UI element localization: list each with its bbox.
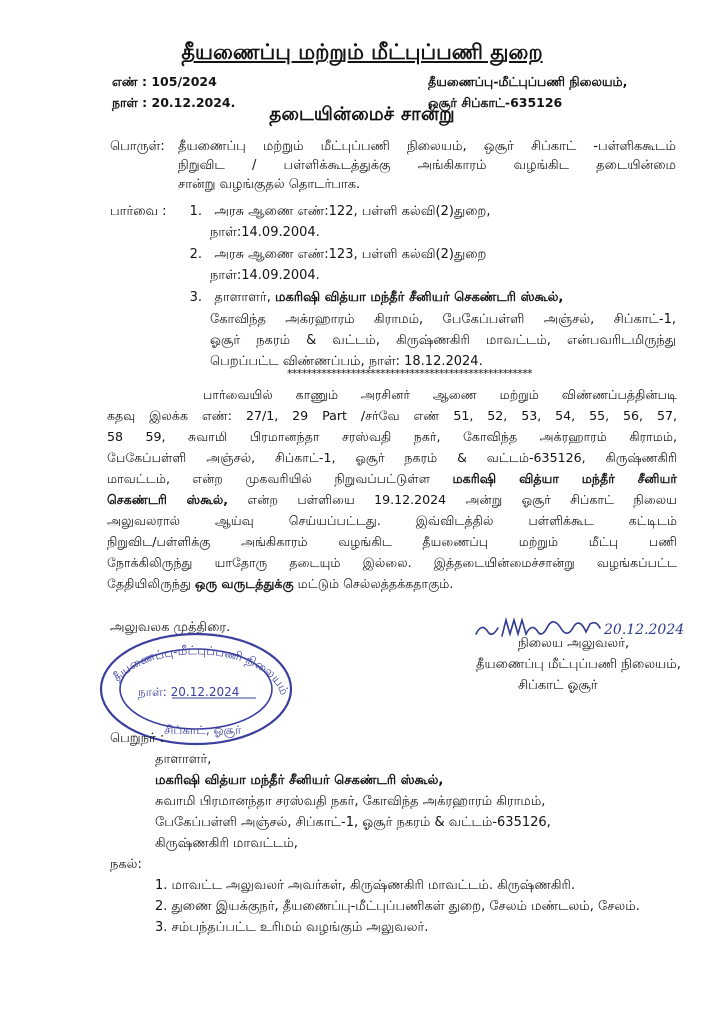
subject-line: சான்று வழங்குதல் தொடர்பாக.	[178, 177, 361, 192]
department-title: தீயணைப்பு மற்றும் மீட்புப்பணி துறை	[181, 40, 543, 64]
reference-item	[184, 245, 486, 264]
reference-text: நாள்:14.09.2004.	[210, 268, 320, 283]
school-name: மகரிஷி வித்யா மந்தீர் சீனியர் செகண்டரி ஸ்கூல்,	[274, 290, 564, 305]
copy-item: 3. சம்பந்தப்பட்ட உரிமம் வழங்கும் அலுவலர்.	[155, 920, 429, 935]
svg-text:நாள்: 20.12.2024: நாள்: 20.12.2024	[138, 685, 240, 699]
letter-date: நாள் : 20.12.2024.	[112, 95, 236, 110]
body-line: நிறுவிட/பள்ளிக்கு அங்கிகாரம் வழங்கிட தீயணைப்பு மற்றும் மீட்பு பணி	[107, 534, 677, 549]
recipient-line: பேகேப்பள்ளி அஞ்சல், சிப்காட்-1, ஓசூர் நகரம் & வட்டம்-635126,	[155, 815, 551, 830]
reference-number: 2.	[189, 247, 202, 262]
reference-text: பெறப்பட்ட விண்ணப்பம், நாள்: 18.12.2024.	[210, 354, 483, 369]
body-line: அலுவலரால் ஆய்வு செய்யப்பட்டது. இவ்விடத்தில் பள்ளிக்கூட கட்டிடம்	[107, 513, 677, 528]
body-line: கதவு இலக்க எண்: 27/1, 29 Part /சர்வே எண் 51, 52, 53, 54, 55, 56, 57,	[107, 408, 677, 423]
seal-label: அலுவலக முத்திரை.	[110, 620, 231, 635]
reference-text: ஓசூர் நகரம் & வட்டம், கிருஷ்ணகிரி மாவட்டம், என்பவரிடமிருந்து	[210, 333, 676, 348]
body-line: பார்வையில் காணும் அரசினர் ஆணை மற்றும் விண்ணப்பத்தின்படி	[203, 387, 677, 402]
body-line: 58 59, சுவாமி பிரமானந்தா சரஸ்வதி நகர், கோவிந்த அக்ரஹாரம் கிராமம்,	[107, 429, 677, 444]
subject-text	[178, 137, 676, 194]
subject-line: நிறுவிட / பள்ளிக்கூடத்துக்கு அங்கிகாரம் வழங்கிட தடையின்மை	[178, 158, 676, 173]
separator-stars: **************************************************	[287, 367, 533, 380]
body-line: தேதியிலிருந்து ஒரு வருடத்துக்கு மட்டும் செல்லத்தக்கதாகும்.	[107, 576, 454, 591]
reference-text: அரசு ஆணை எண்:122, பள்ளி கல்வி(2)துறை,	[214, 204, 491, 219]
recipient-line: கிருஷ்ணகிரி மாவட்டம்,	[155, 836, 298, 851]
recipient-label: பெறுநர் :	[110, 731, 165, 746]
letter-number: எண் : 105/2024	[112, 74, 217, 89]
body-line: செகண்டரி ஸ்கூல், என்ற பள்ளியை 19.12.2024 அன்று ஓசூர் சிப்காட் நிலைய	[107, 492, 677, 507]
body-line: நோக்கிலிருந்து யாதோரு தடையும் இல்லை. இத்தடையின்மைச்சான்று வழங்கப்பட்ட	[107, 555, 677, 570]
copy-item: 1. மாவட்ட அலுவலர் அவர்கள், கிருஷ்ணகிரி மாவட்டம். கிருஷ்ணகிரி.	[155, 878, 576, 893]
body-line: மாவட்டம், என்ற முகவரியில் நிறுவப்பட்டுள்ள மகரிஷி வித்யா மந்தீர் சீனியர்	[107, 471, 678, 486]
officer-location: சிப்காட் ஓசூர்	[518, 678, 598, 693]
subject-line: தீயணைப்பு மற்றும் மீட்புப்பணி நிலையம், ஒசூர் சிப்காட் -பள்ளிககூடம்	[178, 139, 676, 154]
reference-item	[184, 288, 563, 307]
reference-text: கோவிந்த அக்ரஹாரம் கிராமம், பேகேப்பள்ளி அஞ்சல், சிப்காட்-1,	[210, 312, 676, 327]
recipient-line: சுவாமி பிரமானந்தா சரஸ்வதி நகர், கோவிந்த அக்ரஹாரம் கிராமம்,	[155, 794, 546, 809]
reference-text: தாளாளர்,	[214, 290, 275, 305]
certificate-title: தடையின்மைச் சான்று	[269, 104, 455, 125]
copy-item: 2. துணை இயக்குநர், தீயணைப்பு-மீட்புப்பணிகள் துறை, சேலம் மண்டலம், சேலம்.	[155, 899, 640, 914]
officer-office: தீயணைப்பு மீட்புப்பணி நிலையம்,	[476, 657, 681, 672]
svg-text:20.12.2024: 20.12.2024	[604, 622, 684, 638]
svg-text:சிப்காட், ஓசூர்: சிப்காட், ஓசூர்	[164, 723, 242, 737]
recipient-line: தாளாளர்,	[155, 752, 212, 767]
reference-text: அரசு ஆணை எண்:123, பள்ளி கல்வி(2)துறை	[214, 247, 487, 262]
body-paragraph	[107, 384, 677, 594]
svg-text:தீயணைப்பு-மீட்புப்பணி நிலையம்: தீயணைப்பு-மீட்புப்பணி நிலையம்	[109, 643, 292, 697]
recipient-school: மகரிஷி வித்யா மந்தீர் சீனியர் செகண்டரி ஸ்கூல்,	[155, 773, 444, 788]
copy-label: நகல்:	[110, 857, 142, 872]
references-label: பார்வை :	[110, 204, 167, 219]
body-line: பேகேப்பள்ளி அஞ்சல், சிப்காட்-1, ஓசூர் நகரம் & வட்டம்-635126, கிருஷ்ணகிரி	[107, 450, 677, 465]
reference-text-block	[210, 309, 676, 372]
office-address: ஒசூர் சிப்காட்-635126	[428, 95, 563, 110]
officer-title: நிலைய அலுவலர்,	[518, 636, 630, 651]
reference-item	[184, 202, 491, 221]
reference-number: 3.	[189, 290, 202, 305]
subject-label: பொருள்:	[110, 139, 165, 154]
reference-text: நாள்:14.09.2004.	[210, 225, 320, 240]
office-name: தீயணைப்பு-மீட்புப்பணி நிலையம்,	[428, 74, 628, 89]
reference-number: 1.	[189, 204, 202, 219]
